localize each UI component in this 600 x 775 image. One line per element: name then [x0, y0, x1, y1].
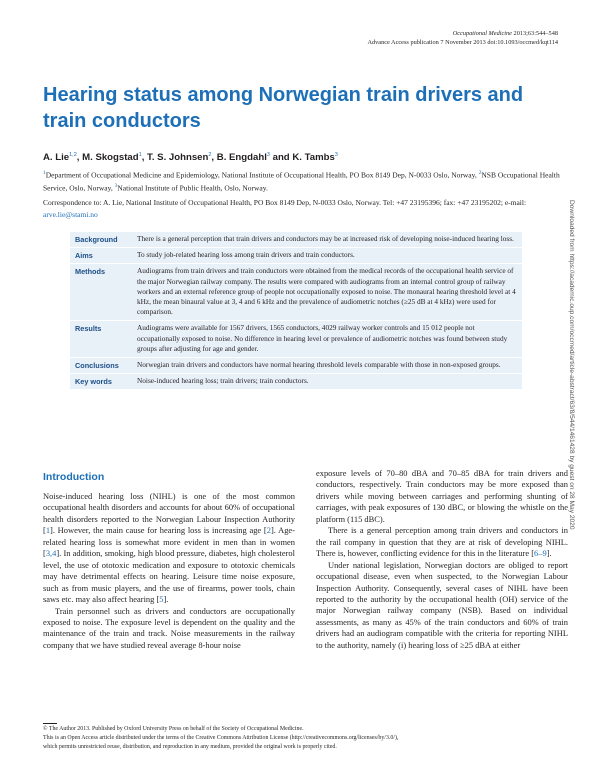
body-paragraph — [43, 606, 295, 652]
body-paragraph — [43, 491, 295, 606]
body-text: ]. In addition, smoking, high blood pressure, diabetes, high cholesterol level, the use of ototoxic medication and exposure to ototoxic chemicals may have detrimental effects on hearing. Leisure time noise exposure, such as from music players, and the use of firearms, power tools, chain saws etc. may also affect hearing [ — [43, 548, 295, 605]
author-name: T. S. Johnsen — [147, 152, 209, 164]
correspondence-text: Correspondence to: A. Lie, National Institute of Occupational Health, PO Box 8149 Dep, N-0033 Oslo, Norway. Tel: +47 23195396; fax: +47 23195202; e-mail: — [43, 198, 527, 207]
body-text: ]. However, the main cause for hearing loss is increasing age [ — [50, 525, 267, 536]
abstract-row-aims — [70, 248, 522, 264]
author-affil-sup: 2 — [208, 152, 212, 158]
abstract-row-background — [70, 232, 522, 248]
copyright-line: © The Author 2013. Published by Oxford University Press on behalf of the Society of Occupational Medicine. — [43, 726, 304, 732]
body-text: ]. — [163, 594, 169, 605]
abstract-row-keywords — [70, 374, 522, 389]
author-name: B. Engdahl — [216, 152, 267, 164]
copyright-footer — [43, 725, 563, 752]
abstract-row-methods — [70, 264, 522, 321]
affiliation: National Institute of Public Health, Oslo, Norway. — [117, 183, 268, 193]
abstract-text: Norwegian train drivers and conductors have normal hearing threshold levels comparable with those in non-exposed groups. — [137, 360, 501, 370]
body-text: Train personnel such as drivers and conductors are occupationally exposed to noise. The exposure level is dependent on the quality and the maintenance of the train and track. Noise measurements in the railway company that we have studied reveal average 8-hour noise — [43, 605, 295, 650]
affil-sup: 2 — [478, 170, 482, 176]
body-paragraph — [316, 468, 568, 525]
author-name: A. Lie — [43, 152, 70, 164]
footnote-rule — [43, 723, 57, 724]
body-text: ]. Age-related hearing loss is somewhat more evident in men than in women [ — [43, 525, 295, 559]
body-column-left — [43, 491, 295, 651]
license-line: which permits unrestricted reuse, distribution, and reproduction in any medium, provided the original work is properly cited. — [43, 744, 337, 750]
author-affil-sup: 3 — [334, 152, 338, 158]
author-list: A. Lie$^{1,2}$, M. Skogstad$^1$, T. S. Johnsen$^2$, B. Engdahl$^3$ and K. Tambs$^3$ — [43, 152, 338, 164]
author-name: K. Tambs — [292, 152, 335, 164]
abstract-label: Aims — [75, 251, 93, 261]
citation-link[interactable]: 3,4 — [45, 548, 57, 559]
body-text: exposure levels of 70–80 dBA and 70–85 dBA for train drivers and conductors, respectively. Train conductors may be more exposed than drivers while moving between carriages and performing shunting of carriages, with peak exposures of 130 dBC, or blowing the whistle on the platform (115 dBC). — [316, 468, 568, 524]
affil-sup: 3 — [114, 183, 118, 189]
affiliations — [43, 168, 563, 194]
abstract-box — [70, 232, 522, 389]
citation-link[interactable]: 6–9 — [534, 548, 547, 559]
abstract-text: Noise-induced hearing loss; train drivers; train conductors. — [137, 376, 309, 386]
body-column-right — [316, 468, 568, 651]
body-text: ]. — [546, 548, 552, 559]
abstract-text: To study job-related hearing loss among train drivers and train conductors. — [137, 250, 355, 260]
abstract-row-conclusions — [70, 358, 522, 374]
body-text: Under national legislation, Norwegian doctors are obliged to report occupational disease, even when suspected, to the Norwegian Labour Inspection Authority. Consequently, several cases of NIHL have been reported to the authority by the occupational health (OH) service of the major Norwegian railway company (NSB). Based on individual assessments, as many as 45% of the train conductors and 60% of train drivers had an audiogram compatible with the criteria for reporting NIHL to the authority, namely (i) hearing loss of ≥25 dBA at either — [316, 559, 568, 650]
body-paragraph — [316, 560, 568, 652]
abstract-row-results — [70, 321, 522, 358]
article-title: Hearing status among Norwegian train drivers and train conductors — [43, 84, 524, 132]
body-paragraph — [316, 525, 568, 559]
license-line: This is an Open Access article distributed under the terms of the Creative Commons Attribution License (http://creativecommons.org/licenses/by/3.0/), — [43, 735, 399, 741]
advance-access-line: Advance Access publication 7 November 2013 doi:10.1093/occmed/kqt114 — [367, 39, 558, 46]
author-affil-sup: 1 — [138, 152, 142, 158]
author-affil-sup: 1,2 — [69, 152, 77, 158]
journal-citation: 2013;63:544–548 — [511, 30, 558, 37]
abstract-label: Conclusions — [75, 361, 119, 371]
running-header — [453, 29, 558, 38]
abstract-label: Key words — [75, 377, 112, 387]
citation-link[interactable]: 5 — [159, 594, 164, 605]
email-link[interactable]: arve.lie@stami.no — [43, 209, 98, 219]
abstract-label: Background — [75, 235, 118, 244]
affil-sup: 1 — [43, 170, 46, 176]
affiliation: Department of Occupational Medicine and Epidemiology, National Institute of Occupational Health, PO Box 8149 Dep, N-0033 Oslo, Norway, — [45, 170, 479, 180]
author-affil-sup: 3 — [266, 152, 270, 158]
abstract-label: Methods — [75, 267, 105, 277]
correspondence — [43, 197, 563, 220]
journal-name: Occupational Medicine — [452, 30, 512, 37]
author-name: M. Skogstad — [82, 152, 139, 164]
body-text: There is a general perception among train drivers and conductors in the rail company in question that they are at risk of developing NIHL. There is, however, conflicting evidence for this in the literature [ — [316, 525, 568, 559]
download-stamp — [568, 200, 584, 620]
abstract-text: There is a general perception that train drivers and conductors may be at increased risk of developing noise-induced hearing loss. — [137, 234, 514, 243]
body-text: Noise-induced hearing loss (NIHL) is one of the most common occupational health disorders and accounts for about 60% of occupational health disorders reported to the Norwegian Labour Inspection Authority [ — [43, 491, 295, 536]
citation-link[interactable]: 1 — [45, 525, 51, 536]
section-heading-introduction: Introduction — [43, 471, 105, 483]
abstract-label: Results — [75, 324, 102, 334]
affiliation: NSB Occupational Health Service, Oslo, Norway, — [43, 170, 560, 193]
abstract-text: Audiograms from train drivers and train conductors were obtained from the medical records of the occupational health service of the major Norwegian railway company. The results were compared with audiograms from an internal control group of railway workers and an external reference group of people not occupationally exposed to noise. The monaural hearing threshold level at 4 kHz, the mean binaural value at 3, 4 and 6 kHz and the prevalence of audiometric notches (≥25 dB at 4 kHz) were used for comparison. — [137, 266, 516, 317]
citation-link[interactable]: 2 — [266, 525, 271, 536]
abstract-text: Audiograms were available for 1567 drivers, 1565 conductors, 4029 railway worker controls and 15 012 people not occupationally exposed to noise. No difference in hearing level or prevalence of audiometric notches was found between study groups after adjusting for age and gender. — [137, 323, 508, 353]
download-stamp-text: Downloaded from https://academic.oup.com/occmed/article-abstract/63/8/544/1461428 by guest on 28 May 2020 — [568, 200, 575, 530]
